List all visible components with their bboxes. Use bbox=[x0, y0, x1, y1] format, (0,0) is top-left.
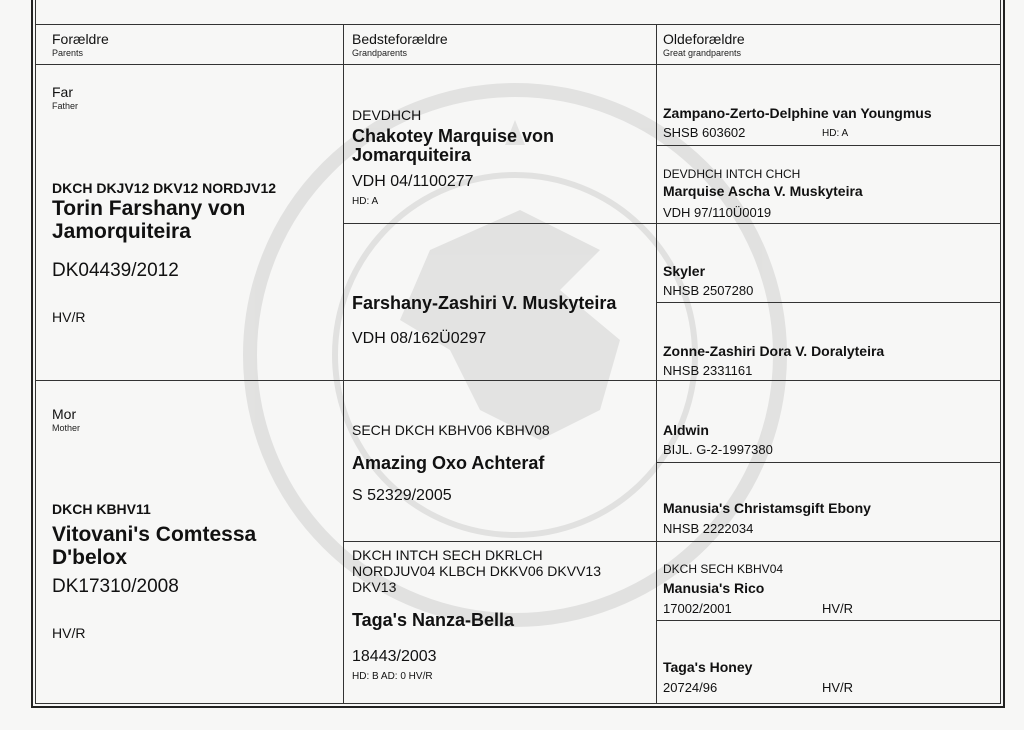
gp-mm-reg: 18443/2003 bbox=[352, 648, 437, 665]
gp-mm-titles-1: DKCH INTCH SECH DKRLCH bbox=[352, 547, 543, 563]
ggp-7-name: Manusia's Rico bbox=[663, 580, 765, 596]
col-divider-2 bbox=[656, 24, 657, 704]
ggp-8-health: HV/R bbox=[822, 680, 854, 695]
gp-mm-titles-2: NORDJUV04 KLBCH DKKV06 DKVV13 bbox=[352, 563, 601, 579]
ggp-5-reg: BIJL. G-2-1997380 bbox=[663, 442, 773, 457]
ggp-1-reg: SHSB 603602 bbox=[663, 125, 746, 140]
ggp-8-name: Taga's Honey bbox=[663, 659, 753, 675]
gp-divider-lower bbox=[343, 541, 1001, 542]
ggp-divider-3 bbox=[656, 302, 1001, 303]
ggp-3-reg: NHSB 2507280 bbox=[663, 283, 754, 298]
gp-ff-name-line2: Jomarquiteira bbox=[352, 145, 472, 165]
father-mother-divider bbox=[36, 380, 1001, 381]
header-grandparents-sub: Grandparents bbox=[352, 48, 408, 58]
ggp-7-health: HV/R bbox=[822, 601, 854, 616]
gp-mm-health: HD: B AD: 0 HV/R bbox=[352, 671, 433, 682]
father-label-sub: Father bbox=[52, 101, 79, 111]
header-bottom-line bbox=[36, 64, 1001, 65]
ggp-7-titles: DKCH SECH KBHV04 bbox=[663, 562, 784, 576]
ggp-5-name: Aldwin bbox=[663, 422, 709, 438]
ggp-6-name: Manusia's Christamsgift Ebony bbox=[663, 500, 871, 516]
mother-name-line2: D'belox bbox=[52, 546, 128, 569]
ggp-divider-1 bbox=[656, 145, 1001, 146]
ggp-divider-5 bbox=[656, 462, 1001, 463]
gp-ff-titles: DEVDHCH bbox=[352, 107, 422, 123]
father-label: Far bbox=[52, 84, 73, 100]
header-parents: Forældre bbox=[52, 31, 109, 47]
gp-ff-health: HD: A bbox=[352, 196, 379, 207]
ggp-2-titles: DEVDHCH INTCH CHCH bbox=[663, 167, 801, 181]
father-name-line1: Torin Farshany von bbox=[52, 197, 246, 220]
father-titles: DKCH DKJV12 DKV12 NORDJV12 bbox=[52, 180, 277, 196]
gp-ff-name-line1: Chakotey Marquise von bbox=[352, 126, 555, 146]
father-name-line2: Jamorquiteira bbox=[52, 220, 191, 243]
gp-fm-reg: VDH 08/162Ü0297 bbox=[352, 330, 487, 347]
ggp-6-reg: NHSB 2222034 bbox=[663, 521, 754, 536]
father-reg: DK04439/2012 bbox=[52, 260, 179, 281]
ggp-4-reg: NHSB 2331161 bbox=[663, 363, 753, 378]
mother-label-sub: Mother bbox=[52, 423, 81, 433]
mother-reg: DK17310/2008 bbox=[52, 576, 179, 597]
gp-fm-name: Farshany-Zashiri V. Muskyteira bbox=[352, 293, 617, 313]
ggp-divider-7 bbox=[656, 620, 1001, 621]
ggp-4-name: Zonne-Zashiri Dora V. Doralyteira bbox=[663, 343, 885, 359]
mother-name-line1: Vitovani's Comtessa bbox=[52, 523, 257, 546]
header-great-grandparents: Oldeforældre bbox=[663, 31, 745, 47]
ggp-7-reg: 17002/2001 bbox=[663, 601, 732, 616]
mother-label: Mor bbox=[52, 406, 77, 422]
mother-health: HV/R bbox=[52, 625, 86, 641]
ggp-2-name: Marquise Ascha V. Muskyteira bbox=[663, 183, 863, 199]
header-parents-sub: Parents bbox=[52, 48, 84, 58]
ggp-1-health: HD: A bbox=[822, 128, 849, 139]
ggp-3-name: Skyler bbox=[663, 263, 706, 279]
ggp-2-reg: VDH 97/110Ü0019 bbox=[663, 205, 772, 220]
col-divider-1 bbox=[343, 24, 344, 704]
ggp-1-name: Zampano-Zerto-Delphine van Youngmus bbox=[663, 105, 932, 121]
gp-mf-titles: SECH DKCH KBHV06 KBHV08 bbox=[352, 422, 550, 438]
gp-ff-reg: VDH 04/1100277 bbox=[352, 173, 474, 190]
mother-titles: DKCH KBHV11 bbox=[52, 501, 151, 517]
gp-mf-reg: S 52329/2005 bbox=[352, 487, 452, 504]
header-top-line bbox=[36, 24, 1001, 25]
header-great-grandparents-sub: Great grandparents bbox=[663, 48, 742, 58]
gp-mm-name: Taga's Nanza-Bella bbox=[352, 610, 514, 630]
father-health: HV/R bbox=[52, 309, 86, 325]
gp-mm-titles-3: DKV13 bbox=[352, 579, 397, 595]
ggp-8-reg: 20724/96 bbox=[663, 680, 718, 695]
gp-mf-name: Amazing Oxo Achteraf bbox=[352, 453, 545, 473]
header-grandparents: Bedsteforældre bbox=[352, 31, 448, 47]
gp-divider-upper bbox=[343, 223, 1001, 224]
